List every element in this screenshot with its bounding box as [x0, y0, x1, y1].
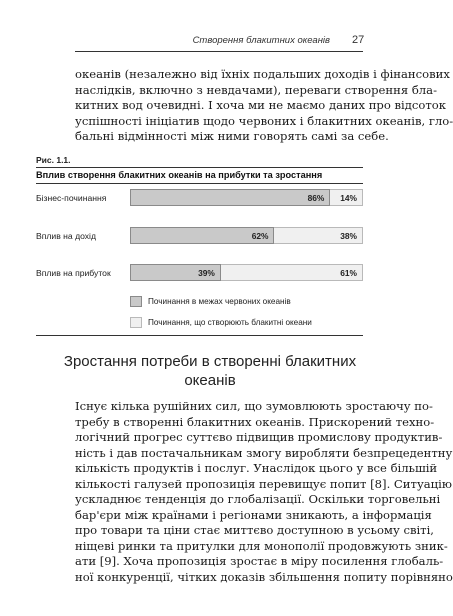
bar-value-label: 61%	[340, 268, 357, 278]
body-line: логічний прогрес суттєво підвищив промислову продуктив-	[75, 430, 443, 444]
stacked-bar	[130, 189, 363, 206]
legend-label-red: Починання в межах червоних океанів	[148, 297, 291, 306]
figure-rule-end	[36, 335, 363, 336]
body-line: ускладнює тенденція до глобалізації. Оскільки торговельні	[75, 492, 441, 506]
bar-value-label: 62%	[251, 231, 269, 241]
stacked-bar	[130, 227, 363, 244]
bar-segment-red-ocean	[130, 264, 221, 281]
figure-label: Рис. 1.1.	[36, 155, 71, 165]
legend-swatch-red	[130, 296, 142, 307]
page-number: 27	[352, 34, 365, 46]
running-header-title: Створення блакитних океанів	[192, 35, 330, 46]
bar-value-label: 39%	[198, 268, 215, 278]
bar-category-label: Бізнес-починання	[36, 193, 107, 203]
intro-line: океанів (незалежно від їхніх подальших доходів і фінансових	[75, 67, 450, 81]
bar-category-label: Вплив на дохід	[36, 231, 96, 241]
body-line: кількість продуктів і послуг. Унаслідок цього у все більшій	[75, 461, 438, 475]
bar-segment-blue-ocean	[274, 227, 363, 244]
section-heading-line: океанів	[184, 372, 236, 389]
bar-segment-blue-ocean	[330, 189, 363, 206]
bar-segment-blue-ocean	[221, 264, 363, 281]
body-line: кількості галузей пропозиція перевищує попит [8]. Ситуацію	[75, 476, 452, 491]
bar-value-label: 14%	[340, 193, 357, 203]
figure-rule-bottom	[36, 183, 363, 184]
intro-line: наслідків, включно з невдачами), переваги створення бла-	[75, 82, 437, 97]
body-line: ати [9]. Хоча пропозиція зростає в міру посилення глобаль-	[75, 554, 444, 568]
legend-item-blue	[130, 317, 312, 328]
legend-label-blue: Починання, що створюють блакитні океани	[148, 318, 312, 327]
legend-swatch-blue	[130, 317, 142, 328]
stacked-bar	[130, 264, 363, 281]
bar-segment-red-ocean	[130, 189, 330, 206]
body-paragraph	[75, 399, 453, 585]
body-line: требу в створенні блакитних океанів. Прискорений техно-	[75, 414, 435, 429]
section-heading-line: Зростання потреби в створенні блакитних	[63, 353, 357, 370]
intro-line: бальні відмінності між ними говорять самі за себе.	[75, 129, 389, 143]
figure-rule-top	[36, 167, 363, 168]
intro-line: китних вод очевидні. І хоча ми не маємо даних про відсоток	[75, 98, 446, 112]
body-line: бар'єри між країнами і регіонами зникають, а інформація	[75, 507, 432, 522]
intro-paragraph	[75, 67, 453, 145]
bar-segment-red-ocean	[130, 227, 274, 244]
body-line: Існує кілька рушійних сил, що зумовлюють зростаючу по-	[75, 399, 433, 413]
body-line: ніщеві ринки та притулки для монополії продовжують зник-	[75, 538, 448, 553]
header-rule	[75, 51, 363, 52]
intro-line: успішності ініціатив щодо червоних і блакитних океанів, гло-	[75, 113, 453, 128]
body-line: про товари та ціни стає миттєво доступною в усьому світі,	[75, 523, 434, 537]
section-heading	[60, 352, 360, 390]
legend-item-red	[130, 296, 291, 307]
body-line: ність і дав постачальникам змогу виробляти безпрецедентну	[75, 445, 453, 460]
bar-value-label: 38%	[340, 231, 357, 241]
bar-value-label: 86%	[307, 193, 325, 203]
body-line: ної конкуренції, чітких доказів збільшення попиту порівняно	[75, 569, 453, 584]
figure-title: Вплив створення блакитних океанів на прибутки та зростання	[36, 170, 323, 180]
bar-category-label: Вплив на прибуток	[36, 268, 111, 278]
